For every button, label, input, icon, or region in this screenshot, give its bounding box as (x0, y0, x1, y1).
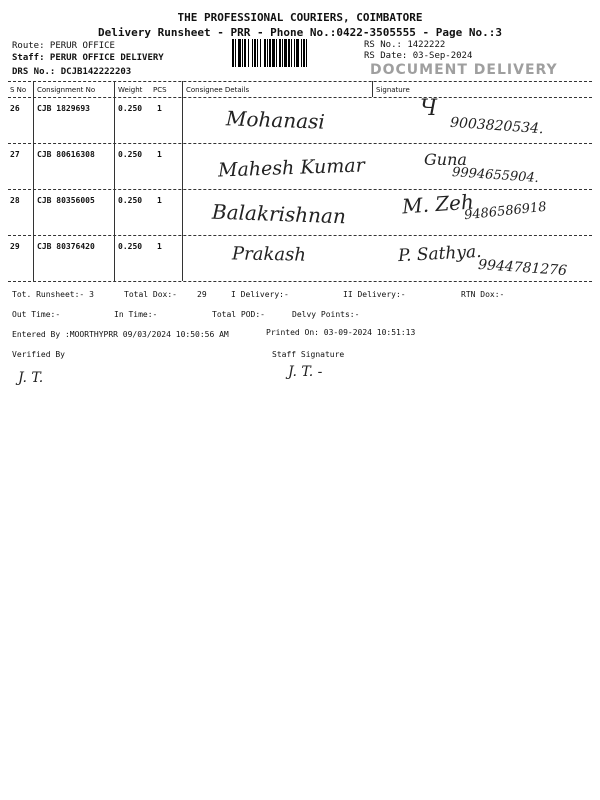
total-dox-label: Total Dox:- (124, 290, 177, 299)
row-sno: 27 (10, 150, 20, 159)
row-consignee-handwritten: Prakash (231, 243, 307, 266)
verified-by-signature: J. T. (18, 370, 44, 386)
staff-label: Staff: PERUR OFFICE DELIVERY (12, 53, 164, 63)
company-title: THE PROFESSIONAL COURIERS, COIMBATORE (177, 11, 423, 24)
delivery-points: Delvy Points:- (292, 310, 360, 319)
row-pcs: 1 (157, 104, 162, 113)
col-header-weight: Weight (118, 86, 143, 94)
row-consignee-handwritten: Mohanasi (225, 106, 326, 134)
row-sno: 28 (10, 196, 20, 205)
row-pcs: 1 (157, 196, 162, 205)
barcode-bar (307, 39, 310, 67)
column-divider (33, 81, 34, 281)
drs-number: DRS No.: DCJB142222203 (12, 67, 132, 77)
out-time: Out Time:- (12, 310, 61, 319)
row-divider (8, 143, 592, 144)
col-header-sno: S No (10, 86, 27, 94)
row-divider (8, 189, 592, 190)
row-consignee-handwritten: Mahesh Kumar (217, 154, 366, 182)
table-bottom-rule (8, 281, 592, 282)
row-signature: M. Zeh (401, 189, 475, 219)
col-header-signature: Signature (376, 86, 410, 94)
row-signature-phone: 9486586918 (463, 199, 548, 224)
row-sno: 29 (10, 242, 20, 251)
runsheet-subtitle: Delivery Runsheet - PRR - Phone No.:0422-3505555 - Page No.:3 (98, 26, 502, 39)
row-consignee-handwritten: Balakrishnan (211, 199, 347, 229)
document-delivery-stamp: DOCUMENT DELIVERY (370, 62, 558, 78)
col-header-pcs: PCS (153, 86, 167, 94)
column-divider (114, 81, 115, 281)
col-header-consignee: Consignee Details (186, 86, 250, 94)
table-top-rule (8, 81, 592, 82)
col-header-consignment: Consignment No (37, 86, 96, 94)
total-dox-value: 29 (197, 290, 207, 299)
printed-on: Printed On: 03-09-2024 10:51:13 (266, 328, 416, 337)
row-weight: 0.250 (118, 150, 143, 159)
row-weight: 0.250 (118, 104, 143, 113)
i-delivery: I Delivery:- (231, 290, 289, 299)
table-header-rule (8, 97, 592, 98)
row-consignment: CJB 80376420 (37, 242, 95, 251)
row-signature-phone: 9944781276 (477, 256, 568, 280)
total-pod: Total POD:- (212, 310, 265, 319)
staff-signature-label: Staff Signature (272, 350, 345, 359)
column-divider (372, 81, 373, 97)
staff-signature-mark: J. T. - (288, 364, 323, 380)
in-time: In Time:- (114, 310, 158, 319)
rs-number: RS No.: 1422222 (364, 40, 446, 50)
row-weight: 0.250 (118, 242, 143, 251)
row-pcs: 1 (157, 150, 162, 159)
ii-delivery: II Delivery:- (343, 290, 406, 299)
rtn-dox: RTN Dox:- (461, 290, 505, 299)
row-signature: Guna (424, 150, 467, 169)
row-pcs: 1 (157, 242, 162, 251)
column-divider (182, 81, 183, 281)
row-signature-phone: 9994655904. (451, 164, 540, 187)
rs-date: RS Date: 03-Sep-2024 (364, 51, 473, 61)
row-consignment: CJB 80356005 (37, 196, 95, 205)
barcode (232, 39, 356, 67)
row-signature-phone: 9003820534. (449, 114, 544, 138)
row-consignment: CJB 80616308 (37, 150, 95, 159)
row-sno: 26 (10, 104, 20, 113)
row-consignment: CJB 1829693 (37, 104, 90, 113)
row-weight: 0.250 (118, 196, 143, 205)
row-signature: Ч (420, 96, 438, 121)
verified-by-label: Verified By (12, 350, 65, 359)
row-signature: P. Sathya. (397, 241, 482, 267)
entered-by: Entered By :MOORTHYPRR 09/03/2024 10:50:56 AM (12, 330, 229, 339)
total-runsheet: Tot. Runsheet:- 3 (12, 290, 94, 299)
route-label: Route: PERUR OFFICE (12, 41, 115, 51)
row-divider (8, 235, 592, 236)
